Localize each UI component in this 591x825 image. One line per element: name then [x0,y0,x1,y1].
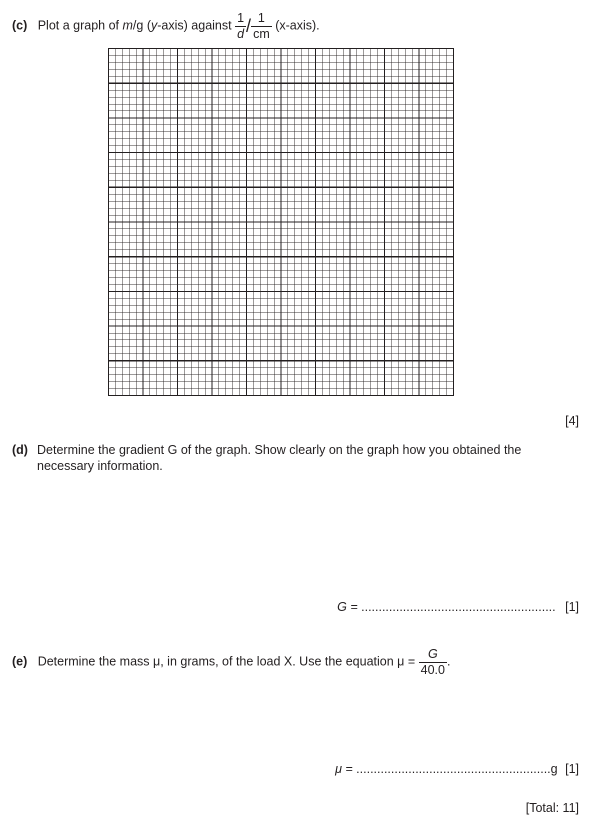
part-c-text: Plot a graph of [37,18,120,33]
part-c-slash: / [132,18,137,33]
part-d-line2: necessary information. [37,459,163,473]
mass-answer-label: μ = [335,762,353,776]
part-d-label: (d) [12,443,28,457]
part-e-question [12,648,450,676]
part-c-yaxis: -axis) against [157,18,232,33]
frac-den: cm [253,26,270,41]
fraction-one-over-cm [251,12,272,40]
fraction-g-over-40 [419,648,447,676]
mass-unit: g [550,762,558,776]
part-c-m: m [122,18,133,33]
fraction-one-over-d [235,12,246,40]
part-c-g: g [136,18,144,33]
part-e-label: (e) [12,654,28,669]
gradient-answer-label: G = [337,600,358,614]
part-e-period: . [446,654,451,669]
graph-grid[interactable] [108,48,454,396]
part-c-question: (c) Plot a graph of m/g (y-axis) against $\frac{1}{d}$ / $\frac{1}{cm}$ (x-axis). [12,11,320,41]
part-d-line1: Determine the gradient G of the graph. Show clearly on the graph how you obtained the [37,443,522,457]
gradient-answer-line [337,600,579,614]
frac-num: 1 [237,11,245,25]
frac-den: 40.0 [420,662,445,677]
mark-1-d: [1] [565,600,579,614]
mark-1-e: [1] [565,762,579,776]
part-e-text: Determine the mass μ, in grams, of the load X. Use the equation μ = [37,654,416,669]
frac-num: 1 [251,12,272,27]
part-c-xaxis: (x-axis). [275,18,320,33]
part-c-label: (c) [12,18,28,33]
frac-den: d [237,26,245,41]
mark-4: [4] [565,414,579,428]
frac-num: G [419,648,447,663]
mass-answer-line [335,762,579,776]
mass-answer-field[interactable]: ........................................................ [356,762,551,776]
part-c-y: y [151,18,158,33]
part-d-question [12,442,578,474]
part-c-paren: ( [146,18,152,33]
gradient-answer-field[interactable]: ........................................................ [361,600,556,614]
total-marks: [Total: 11] [525,801,579,815]
